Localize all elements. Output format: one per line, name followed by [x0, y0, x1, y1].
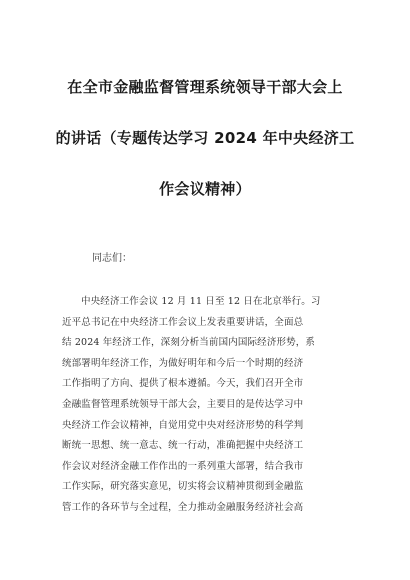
body-line: 工作指明了方向、提供了根本遵循。今天，我们召开全市: [62, 378, 304, 390]
document-title: [40, 62, 370, 215]
body-line: 管工作的各环节与全过程，全力推动金融服务经济社会高: [62, 501, 304, 513]
body-line: 央经济工作会议精神，自觉用党中央对经济形势的科学判: [62, 419, 304, 431]
body-line: 中央经济工作会议 12 月 11 日至 12 日在北京举行。习: [81, 296, 321, 307]
title-line-2: 的讲话（专题传达学习 2024 年中央经济工: [55, 129, 355, 147]
body-line: 近平总书记在中央经济工作会议上发表重要讲话，全面总: [62, 316, 304, 328]
body-line: 统部署明年经济工作，为做好明年和今后一个时期的经济: [62, 357, 304, 369]
body-line: 作会议对经济金融工作作出的一系列重大部署，结合我市: [62, 460, 304, 472]
body-line: 断统一思想、统一意志、统一行动，准确把握中央经济工: [62, 440, 304, 452]
body-line: 金融监督管理系统领导干部大会，主要目的是传达学习中: [62, 398, 304, 410]
body-line: 工作实际，研究落实意见，切实将会议精神贯彻到金融监: [62, 481, 304, 493]
title-line-3: 作会议精神）: [159, 180, 251, 198]
salutation: 同志们：: [92, 253, 132, 264]
body-line: 结 2024 年经济工作，深刻分析当前国内国际经济形势，系: [62, 337, 316, 349]
title-line-1: 在全市金融监督管理系统领导干部大会上: [67, 78, 343, 96]
body-paragraph: [62, 292, 362, 519]
